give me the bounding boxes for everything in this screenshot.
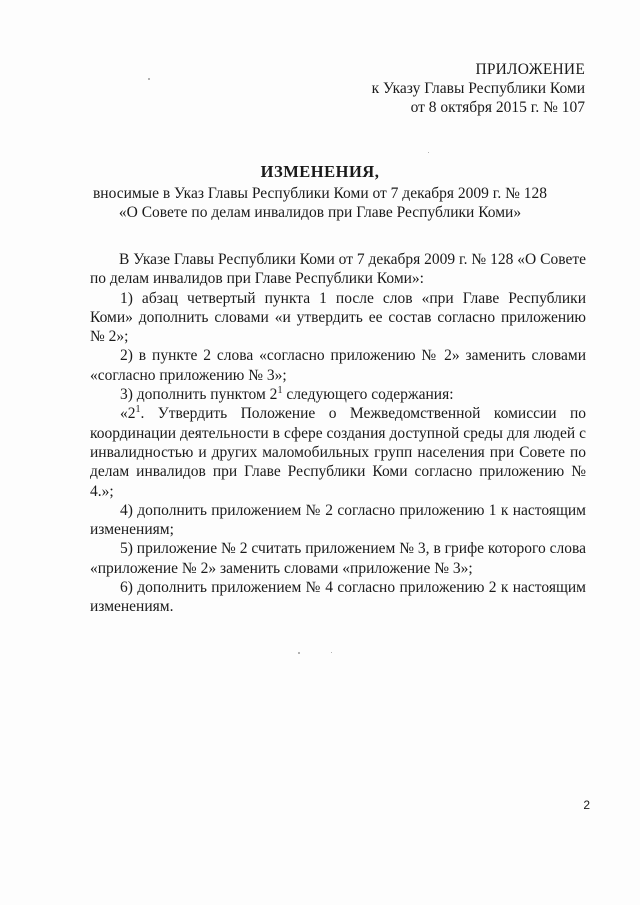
appendix-title: ПРИЛОЖЕНИЕ: [475, 61, 585, 78]
body-quoted-clause-text: . Утвердить Положение о Межведомственной комиссии по координации деятельности в сфере создания доступной среды для людей с инвалидностью и других маломобильных групп населения при Совете по делам инвалидов при Главе Республики Коми согласно приложению № 4.»;: [90, 405, 586, 500]
body-item-1: 1) абзац четвертый пункта 1 после слов «при Главе Республики Коми» дополнить словами «и утвердить ее состав согласно приложению № 2»;: [90, 289, 586, 346]
scan-speck: [298, 652, 300, 654]
body-intro-paragraph: В Указе Главы Республики Коми от 7 декабря 2009 г. № 128 «О Совете по делам инвалидов при Главе Республики Коми»:: [90, 251, 586, 288]
body-item-3-text-end: следующего содержания:: [282, 386, 454, 404]
body-item-4: 4) дополнить приложением № 2 согласно приложению 1 к настоящим изменениям;: [90, 501, 586, 539]
body-item-3-superscript: 1: [277, 384, 283, 396]
body-item-3-text: 3) дополнить пунктом 2: [120, 386, 278, 404]
appendix-decree-reference: к Указу Главы Республики Коми: [371, 80, 585, 97]
scan-speck: [148, 78, 150, 80]
heading-title: ИЗМЕНЕНИЯ,: [260, 162, 380, 181]
body-item-3: [90, 385, 586, 404]
body-item-6: 6) дополнить приложением № 4 согласно приложению 2 к настоящим изменениям.: [90, 579, 586, 616]
body-quoted-clause: [90, 404, 586, 500]
page-number: 2: [583, 798, 590, 812]
document-heading: [0, 162, 640, 222]
document-body: [90, 250, 586, 617]
appendix-header: [372, 60, 585, 117]
scan-speck: [331, 652, 332, 653]
body-quoted-clause-number: «2: [120, 405, 136, 423]
body-item-2: 2) в пункте 2 слова «согласно приложению № 2» заменить словами «согласно приложению № 3»;: [90, 347, 586, 384]
heading-subtitle-line-2: «О Совете по делам инвалидов при Главе Республики Коми»: [118, 204, 522, 221]
scan-speck: [428, 152, 429, 153]
body-item-5: 5) приложение № 2 считать приложением № 3, в грифе которого слова «приложение № 2» заменить словами «приложение № 3»;: [90, 540, 586, 577]
body-quoted-clause-superscript: 1: [135, 404, 141, 416]
heading-subtitle-line-1: вносимые в Указ Главы Республики Коми от 7 декабря 2009 г. № 128: [92, 185, 548, 202]
appendix-decree-date: от 8 октября 2015 г. № 107: [410, 99, 585, 116]
